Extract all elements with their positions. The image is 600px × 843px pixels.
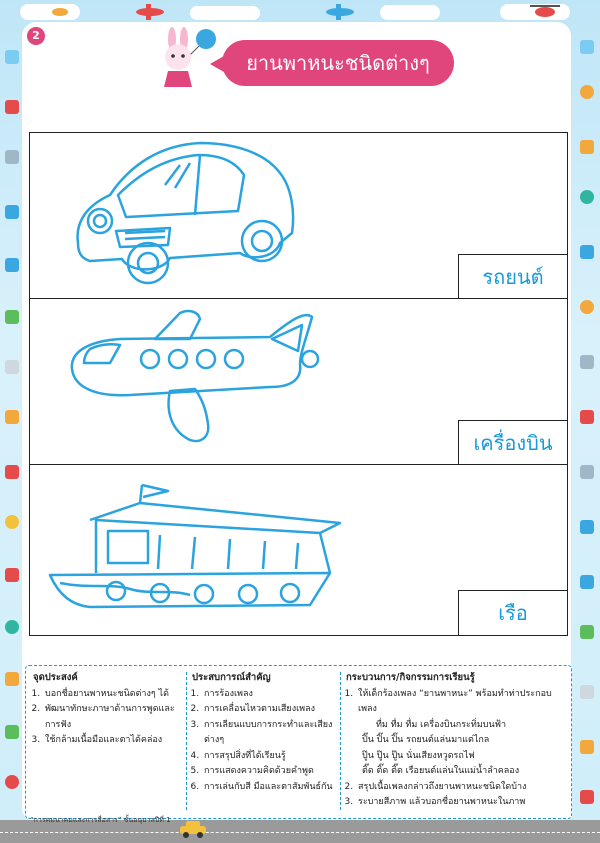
balloon-icon xyxy=(5,515,19,529)
vehicle-panel-airplane xyxy=(29,298,568,466)
car-icon xyxy=(178,820,208,838)
phone-icon xyxy=(5,672,19,686)
chat-icon xyxy=(580,40,594,54)
balloon-icon xyxy=(580,190,594,204)
balloon-icon xyxy=(5,775,19,789)
ship-icon xyxy=(580,520,594,534)
objectives-heading: จุดประสงค์ xyxy=(33,672,78,683)
airplane-icon xyxy=(580,575,594,589)
process-step xyxy=(356,687,568,780)
objective-item: 1. บอกชื่อยานพาหนะชนิดต่างๆ ได้ xyxy=(43,687,183,703)
experience-item: 4. การสรุปสิ่งที่ได้เรียนรู้ xyxy=(202,749,337,765)
keyboard-icon xyxy=(5,360,19,374)
ship-icon xyxy=(5,205,19,219)
process-section xyxy=(346,670,568,811)
car-illustration xyxy=(30,133,350,299)
experience-item: 6. การเล่นกับสี มือและตาสัมพันธ์กัน xyxy=(202,780,337,796)
footer-text: “การคมนาคมและการสื่อสาร” ชั้นอนุบาลปีที่ 1 xyxy=(30,816,171,824)
chat-icon xyxy=(580,740,594,754)
song-line: ติ๊ด ติ๊ด ติ๊ด เรือยนต์แล่นในแม่น้ำลำคลอง xyxy=(362,766,520,776)
airplane-icon xyxy=(580,245,594,259)
song-line: ปู๊น ปู๊น ปู๊น นั่นเสียงหวูดรถไฟ xyxy=(362,750,475,761)
song-line: ปิ๊น ปิ๊น ปิ๊น รถยนต์แล่นมาแต่ไกล xyxy=(362,735,490,745)
keyboard-icon xyxy=(580,685,594,699)
bus-icon xyxy=(5,310,19,324)
airplane-icon xyxy=(5,258,19,272)
bus-icon xyxy=(580,625,594,639)
phone-icon xyxy=(580,355,594,369)
process-step-text: ให้เด็กร้องเพลง “ยานพาหนะ” พร้อมทำท่าประกอบเพลง xyxy=(358,688,552,714)
airplane-icon xyxy=(326,4,354,20)
page-number: 2 xyxy=(27,27,45,45)
experience-item: 3. การเลียนแบบการกระทำและเสียงต่างๆ xyxy=(202,718,337,749)
column-divider xyxy=(186,672,187,810)
road-lane-marking xyxy=(0,832,600,833)
process-step: 2. สรุปเนื้อเพลงกล่าวถึงยานพาหนะชนิดใดบ้าง xyxy=(356,780,568,796)
vehicle-label: เครื่องบิน xyxy=(458,420,568,466)
vehicle-label: เรือ xyxy=(458,590,568,636)
bus-icon xyxy=(580,410,594,424)
helicopter-icon xyxy=(530,5,560,17)
objective-item: 3. ใช้กล้ามเนื้อมือและตาได้คล่อง xyxy=(43,733,183,749)
rocket-icon xyxy=(5,568,19,582)
mail-icon xyxy=(5,725,19,739)
vehicle-panel-boat xyxy=(29,464,568,636)
vehicle-label: รถยนต์ xyxy=(458,254,568,300)
balloon-icon xyxy=(5,620,19,634)
process-heading: กระบวนการ/กิจกรรมการเรียนรู้ xyxy=(346,672,475,683)
vehicle-panel-car xyxy=(29,132,568,300)
column-divider xyxy=(340,672,341,810)
experience-item: 1. การร้องเพลง xyxy=(202,687,337,703)
objective-item: 2. พัฒนาทักษะภาษาด้านการพูดและการฟัง xyxy=(43,702,183,733)
bus-icon xyxy=(5,100,19,114)
helicopter-icon xyxy=(52,8,68,16)
experience-item: 5. การแสดงความคิดด้วยคำพูด xyxy=(202,764,337,780)
experiences-heading: ประสบการณ์สำคัญ xyxy=(192,672,271,683)
process-step: 3. ระบายสีภาพ แล้วบอกชื่อยานพาหนะในภาพ xyxy=(356,795,568,811)
experiences-section xyxy=(192,670,337,795)
page-title: ยานพาหนะชนิดต่างๆ xyxy=(222,40,454,86)
airplane-illustration xyxy=(30,299,350,465)
phone-icon xyxy=(580,140,594,154)
song-line: ทื่ม ทื่ม ทื่ม เครื่องบินกระทิ่มบนฟ้า xyxy=(376,719,507,730)
satellite-icon xyxy=(5,150,19,164)
airplane-icon xyxy=(136,4,164,20)
top-border-icons xyxy=(0,0,600,22)
experience-item: 2. การเคลื่อนไหวตามเสียงเพลง xyxy=(202,702,337,718)
bus-icon xyxy=(5,465,19,479)
satellite-icon xyxy=(580,465,594,479)
chat-icon xyxy=(5,410,19,424)
lesson-info-box xyxy=(25,665,572,819)
bus-icon xyxy=(580,790,594,804)
mail-icon xyxy=(5,50,19,64)
objectives-section xyxy=(33,670,183,749)
balloon-icon xyxy=(580,85,594,99)
balloon-icon xyxy=(580,300,594,314)
boat-illustration xyxy=(30,465,360,635)
